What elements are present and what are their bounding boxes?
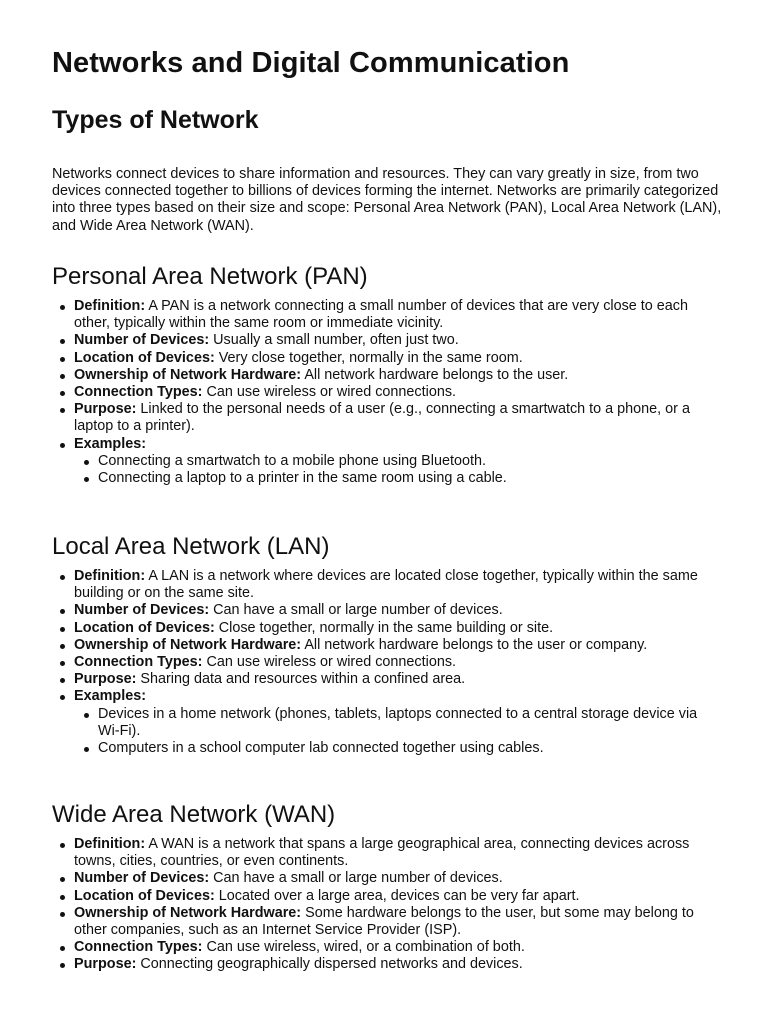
item-label: Definition: <box>74 568 146 584</box>
item-text: Can have a small or large number of devices. <box>209 870 503 887</box>
page-title: Networks and Digital Communication <box>52 47 570 79</box>
list-item <box>74 298 722 332</box>
wan-section <box>52 800 722 974</box>
example-item: Computers in a school computer lab connected together using cables. <box>98 740 722 757</box>
item-label: Purpose: <box>74 956 137 973</box>
item-label: Location of Devices: <box>74 887 215 904</box>
list-item <box>74 654 722 671</box>
list-item <box>74 401 722 435</box>
item-text: Located over a large area, devices can be very far apart. <box>214 887 580 904</box>
pan-heading: Personal Area Network (PAN) <box>52 263 368 290</box>
item-label: Examples: <box>74 435 146 452</box>
item-text: A WAN is a network that spans a large geographical area, connecting devices across towns, cities, countries, or even continents. <box>74 836 690 870</box>
item-label: Definition: <box>74 836 146 852</box>
lan-heading: Local Area Network (LAN) <box>52 533 330 560</box>
intro-paragraph: Networks connect devices to share information and resources. They can vary greatly in size, from two devices connected together to billions of devices forming the internet. Networks are primarily categorized into three types based on their size and scope: Personal Area Network (PAN), Local Area Network (LAN), and Wide Area Network (WAN). <box>52 166 722 234</box>
item-label: Examples: <box>74 688 146 705</box>
list-item <box>74 332 722 349</box>
item-label: Connection Types: <box>74 384 203 401</box>
list-item <box>74 688 722 757</box>
list-item <box>74 637 722 654</box>
item-label: Number of Devices: <box>74 870 210 887</box>
item-text: All network hardware belongs to the user or company. <box>301 636 648 653</box>
item-text: All network hardware belongs to the user. <box>301 366 569 383</box>
item-text: Usually a small number, often just two. <box>209 332 459 349</box>
pan-list <box>52 298 722 487</box>
item-text: Sharing data and resources within a confined area. <box>136 671 466 688</box>
item-text: Can use wireless or wired connections. <box>202 384 457 401</box>
list-item <box>74 836 722 870</box>
item-text: A PAN is a network connecting a small number of devices that are very close to each other, typically within the same room or immediate vicinity. <box>74 298 688 332</box>
list-item <box>74 384 722 401</box>
section-title: Types of Network <box>52 106 259 134</box>
list-item <box>74 870 722 887</box>
wan-list <box>52 836 722 974</box>
item-text: Some hardware belongs to the user, but some may belong to other companies, such as an Internet Service Provider (ISP). <box>74 904 694 939</box>
example-item: Devices in a home network (phones, tablets, laptops connected to a central storage device via Wi-Fi). <box>98 706 722 740</box>
item-label: Purpose: <box>74 401 137 418</box>
item-text: Linked to the personal needs of a user (e.g., connecting a smartwatch to a phone, or a laptop to a printer). <box>74 401 690 435</box>
list-item <box>74 350 722 367</box>
item-label: Location of Devices: <box>74 619 215 636</box>
lan-section <box>52 532 722 757</box>
item-label: Ownership of Network Hardware: <box>74 904 302 921</box>
item-text: Can have a small or large number of devices. <box>209 602 503 619</box>
list-item <box>74 602 722 619</box>
list-item <box>74 888 722 905</box>
item-text: A LAN is a network where devices are located close together, typically within the same building or on the same site. <box>74 568 698 602</box>
item-text: Very close together, normally in the same room. <box>214 349 523 366</box>
item-label: Connection Types: <box>74 939 203 956</box>
example-item: Connecting a laptop to a printer in the same room using a cable. <box>98 470 722 487</box>
item-label: Number of Devices: <box>74 602 210 619</box>
item-label: Purpose: <box>74 671 137 688</box>
list-item <box>74 671 722 688</box>
pan-section <box>52 262 722 487</box>
list-item <box>74 436 722 488</box>
item-label: Number of Devices: <box>74 332 210 349</box>
examples-list <box>74 453 722 487</box>
item-label: Location of Devices: <box>74 349 215 366</box>
item-text: Connecting geographically dispersed networks and devices. <box>136 956 523 973</box>
lan-list <box>52 568 722 757</box>
item-label: Ownership of Network Hardware: <box>74 636 302 653</box>
list-item <box>74 939 722 956</box>
item-label: Definition: <box>74 298 146 314</box>
list-item <box>74 367 722 384</box>
list-item <box>74 568 722 602</box>
item-text: Close together, normally in the same building or site. <box>214 619 554 636</box>
example-item: Connecting a smartwatch to a mobile phone using Bluetooth. <box>98 453 722 470</box>
list-item <box>74 956 722 973</box>
item-text: Can use wireless, wired, or a combination of both. <box>202 939 525 956</box>
wan-heading: Wide Area Network (WAN) <box>52 801 336 828</box>
item-label: Ownership of Network Hardware: <box>74 366 302 383</box>
examples-list <box>74 706 722 758</box>
list-item <box>74 905 722 939</box>
item-text: Can use wireless or wired connections. <box>202 654 457 671</box>
list-item <box>74 620 722 637</box>
item-label: Connection Types: <box>74 654 203 671</box>
